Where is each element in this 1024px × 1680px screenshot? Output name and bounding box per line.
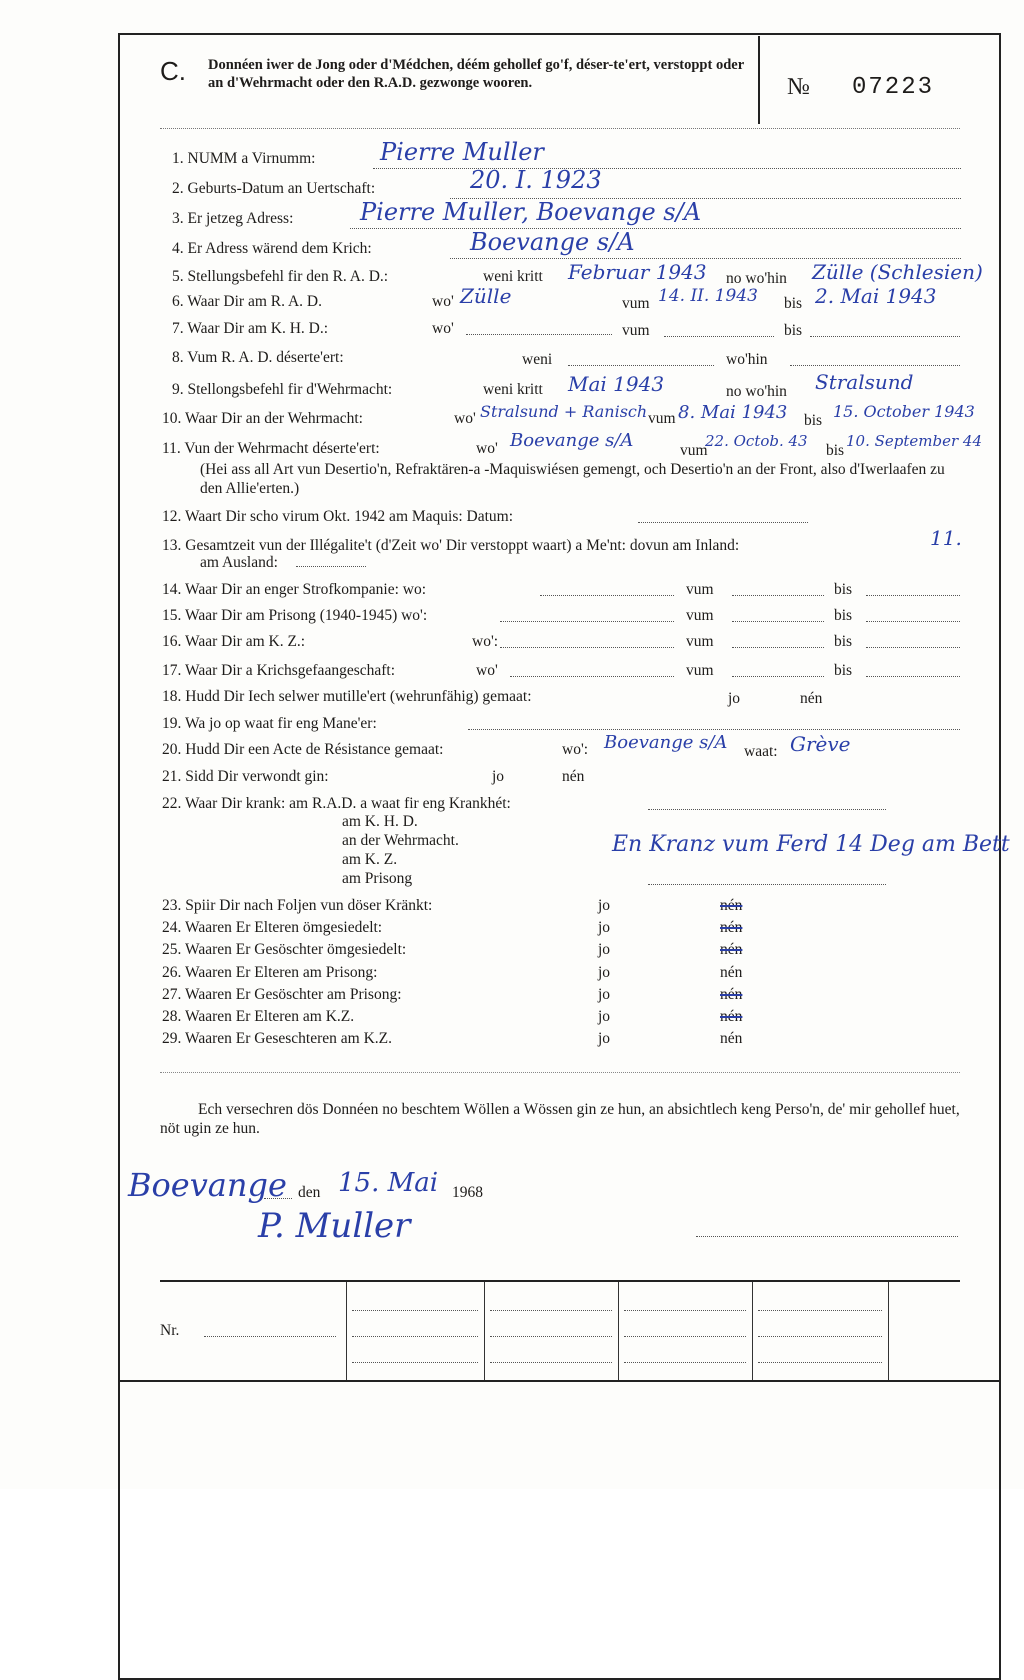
footer-cell-line xyxy=(352,1310,478,1311)
yesno-yes[interactable]: jo xyxy=(598,1008,611,1025)
section-letter: C. xyxy=(160,56,186,86)
q22-line-2 xyxy=(648,884,886,885)
q15-from-line xyxy=(732,621,824,622)
q15-from-label: vum xyxy=(686,607,714,624)
footer-cell-line xyxy=(490,1310,612,1311)
signature-name[interactable]: P. Muller xyxy=(258,1206,411,1246)
q1-value[interactable]: Pierre Muller xyxy=(380,138,544,166)
q7-until-label: bis xyxy=(784,322,803,339)
q11-until-label: bis xyxy=(826,442,845,459)
q4-label: 4. Er Adress wärend dem Krich: xyxy=(172,240,372,257)
footer-cell-line xyxy=(352,1362,478,1363)
yesno-yes[interactable]: jo xyxy=(598,919,611,936)
q6-from-label: vum xyxy=(622,295,650,312)
q16-where-label: wo': xyxy=(472,633,499,650)
signature-year: 1968 xyxy=(452,1184,483,1201)
q10-from-value[interactable]: 8. Mai 1943 xyxy=(678,402,788,423)
footer-nr-label: Nr. xyxy=(160,1322,180,1339)
footer-col-divider-2 xyxy=(484,1282,485,1380)
yesno-no[interactable]: nén xyxy=(720,897,743,914)
q22-kz: am K. Z. xyxy=(342,851,398,868)
q4-value[interactable]: Boevange s/A xyxy=(470,228,635,256)
footer-nr-line xyxy=(204,1336,336,1337)
q10-where-value[interactable]: Stralsund + Ranisch xyxy=(480,402,648,421)
q8-when-label: weni xyxy=(522,351,553,368)
q1-label: 1. NUMM a Virnumm: xyxy=(172,150,316,167)
header-rule xyxy=(160,128,960,129)
q6-label: 6. Waar Dir am R. A. D. xyxy=(172,293,322,310)
q11-until-value[interactable]: 10. September 44 xyxy=(846,432,983,450)
yesno-no[interactable]: nén xyxy=(720,1030,743,1047)
q10-label: 10. Waar Dir an der Wehrmacht: xyxy=(162,410,363,427)
q3-line xyxy=(350,228,961,229)
q17-until-label: bis xyxy=(834,662,853,679)
q17-where-line xyxy=(510,676,674,677)
q22-khd: am K. H. D. xyxy=(342,813,418,830)
q20-where-label: wo': xyxy=(562,741,589,758)
q9-when-label: weni kritt xyxy=(483,381,543,398)
q22-prisong: am Prisong xyxy=(342,870,413,887)
q17-from-line xyxy=(732,676,824,677)
yesno-no[interactable]: nén xyxy=(720,986,743,1003)
q5-when-value[interactable]: Februar 1943 xyxy=(568,260,707,284)
footer-cell-line xyxy=(624,1310,746,1311)
q20-label: 20. Hudd Dir een Acte de Résistance gemaat: xyxy=(162,741,444,758)
q22-label: 22. Waar Dir krank: am R.A.D. a waat fir eng Krankhét: xyxy=(162,795,511,812)
place-line xyxy=(264,1198,292,1199)
q9-label: 9. Stellongsbefehl fir d'Wehrmacht: xyxy=(172,381,393,398)
q11-where-label: wo' xyxy=(476,440,498,457)
q15-where-line xyxy=(500,621,674,622)
yesno-label: 24. Waaren Er Elteren ömgesiedelt: xyxy=(162,919,383,936)
q22-wehrmacht: an der Wehrmacht. xyxy=(342,832,459,849)
q8-when-line xyxy=(568,365,714,366)
q19-label: 19. Wa jo op waat fir eng Mane'er: xyxy=(162,715,377,732)
q11-from-label: vum xyxy=(680,442,708,459)
yesno-no[interactable]: nén xyxy=(720,941,743,958)
q22-line-1 xyxy=(648,809,886,810)
yesno-yes[interactable]: jo xyxy=(598,1030,611,1047)
yesno-yes[interactable]: jo xyxy=(598,897,611,914)
q2-label: 2. Geburts-Datum an Uertschaft: xyxy=(172,180,376,197)
q1-line xyxy=(373,168,961,169)
q12-line xyxy=(638,522,808,523)
signature-place[interactable]: Boevange xyxy=(128,1166,287,1204)
q6-where-value[interactable]: Zülle xyxy=(460,284,512,308)
q7-where-line xyxy=(466,334,612,335)
signature-date[interactable]: 15. Mai xyxy=(338,1168,439,1198)
q21-label: 21. Sidd Dir verwondt gin: xyxy=(162,768,329,785)
q13-abroad-label: am Ausland: xyxy=(200,554,278,571)
footer-cell-line xyxy=(758,1362,882,1363)
footer-col-divider-5 xyxy=(888,1282,889,1380)
q10-until-value[interactable]: 15. October 1943 xyxy=(833,402,975,421)
footer-cell-line xyxy=(758,1310,882,1311)
q16-where-line xyxy=(500,647,674,648)
q6-until-label: bis xyxy=(784,295,803,312)
q15-until-label: bis xyxy=(834,607,853,624)
q16-from-line xyxy=(732,647,824,648)
yesno-label: 29. Waaren Er Geseschteren am K.Z. xyxy=(162,1030,393,1047)
q17-until-line xyxy=(866,676,960,677)
q20-what-value[interactable]: Grève xyxy=(790,732,851,756)
q5-where-value[interactable]: Zülle (Schlesien) xyxy=(812,260,983,284)
q14-until-line xyxy=(866,595,960,596)
signature-den: den xyxy=(298,1184,321,1201)
q8-label: 8. Vum R. A. D. déserte'ert: xyxy=(172,349,344,366)
q6-until-value[interactable]: 2. Mai 1943 xyxy=(815,284,937,308)
yesno-no[interactable]: nén xyxy=(720,919,743,936)
q21-yes[interactable]: jo xyxy=(492,768,505,785)
q13-abroad-line xyxy=(296,566,366,567)
q15-until-line xyxy=(866,621,960,622)
q5-when-label: weni kritt xyxy=(483,268,543,285)
footer-cell-line xyxy=(352,1336,478,1337)
q18-label: 18. Hudd Dir Iech selwer mutille'ert (wehrunfähig) gemaat: xyxy=(162,688,532,705)
q10-where-label: wo' xyxy=(454,410,476,427)
q10-until-label: bis xyxy=(804,412,823,429)
footer-cell-line xyxy=(624,1336,746,1337)
form-number: 07223 xyxy=(852,74,935,101)
q5-label: 5. Stellungsbefehl fir den R. A. D.: xyxy=(172,268,389,285)
q2-value[interactable]: 20. I. 1923 xyxy=(470,166,602,194)
q11-where-value[interactable]: Boevange s/A xyxy=(510,430,634,451)
q17-where-label: wo' xyxy=(476,662,498,679)
q11-label: 11. Vun der Wehrmacht déserte'ert: xyxy=(162,440,380,457)
footer-col-divider-1 xyxy=(346,1282,347,1380)
footer-cell-line xyxy=(490,1362,612,1363)
declaration-text: Ech versechren dös Donnéen no beschtem Wöllen a Wössen gin ze hun, an absichtlech keng Perso'n, de' mir gehollef huet, nöt ugin ze hun. xyxy=(160,1101,960,1137)
q20-what-label: waat: xyxy=(744,743,778,760)
q8-where-label: wo'hin xyxy=(726,351,768,368)
q6-where-label: wo' xyxy=(432,293,454,310)
q10-from-label: vum xyxy=(648,410,676,427)
yesno-yes[interactable]: jo xyxy=(598,986,611,1003)
q3-label: 3. Er jetzeg Adress: xyxy=(172,210,294,227)
yesno-label: 27. Waaren Er Gesöschter am Prisong: xyxy=(162,986,402,1003)
declaration-rule xyxy=(160,1072,960,1073)
q5-where-label: no wo'hin xyxy=(726,270,787,287)
q8-where-line xyxy=(790,365,960,366)
q14-from-line xyxy=(732,595,824,596)
q18-yes[interactable]: jo xyxy=(728,690,741,707)
q20-where-value[interactable]: Boevange s/A xyxy=(604,732,728,753)
q7-from-label: vum xyxy=(622,322,650,339)
number-label: № xyxy=(787,74,810,100)
footer-cell-line xyxy=(490,1336,612,1337)
q14-where-line xyxy=(540,595,674,596)
q13-value[interactable]: 11. xyxy=(930,526,962,550)
footer-cell-line xyxy=(624,1362,746,1363)
q9-where-value[interactable]: Stralsund xyxy=(815,370,914,394)
q13-label: 13. Gesamtzeit vun der Illégalite't (d'Zeit wo' Dir verstoppt waart) a Me'nt: dovun am Inland: xyxy=(162,537,740,554)
q22-value[interactable]: En Kranz vum Ferd 14 Deg am Bett xyxy=(612,832,1010,857)
q17-from-label: vum xyxy=(686,662,714,679)
q11-note: (Hei ass all Art vun Desertio'n, Refraktären-a -Maquiswiésen gemengt, och Desertio'n an der Front, also d'Iwerlaafen zu den Allie'erten.) xyxy=(200,461,945,497)
q9-where-label: no wo'hin xyxy=(726,383,787,400)
q18-no[interactable]: nén xyxy=(800,690,823,707)
q14-until-label: bis xyxy=(834,581,853,598)
q17-label: 17. Waar Dir a Krichsgefaangeschaft: xyxy=(162,662,396,679)
yesno-label: 25. Waaren Er Gesöschter ömgesiedelt: xyxy=(162,941,407,958)
q14-label: 14. Waar Dir an enger Strofkompanie: wo: xyxy=(162,581,427,598)
footer-cell-line xyxy=(758,1336,882,1337)
footer-rule xyxy=(160,1280,960,1282)
q16-until-line xyxy=(866,647,960,648)
q7-until-line xyxy=(810,336,960,337)
yesno-no[interactable]: nén xyxy=(720,964,743,981)
q9-when-value[interactable]: Mai 1943 xyxy=(568,372,665,396)
q15-label: 15. Waar Dir am Prisong (1940-1945) wo': xyxy=(162,607,428,624)
q16-label: 16. Waar Dir am K. Z.: xyxy=(162,633,306,650)
q7-label: 7. Waar Dir am K. H. D.: xyxy=(172,320,329,337)
yesno-yes[interactable]: jo xyxy=(598,941,611,958)
q7-from-line xyxy=(664,336,774,337)
frame-bottom xyxy=(118,1380,1001,1382)
yesno-no[interactable]: nén xyxy=(720,1008,743,1025)
q3-value[interactable]: Pierre Muller, Boevange s/A xyxy=(360,198,702,226)
footer-col-divider-4 xyxy=(752,1282,753,1380)
yesno-yes[interactable]: jo xyxy=(598,964,611,981)
q7-where-label: wo' xyxy=(432,320,454,337)
signature-line xyxy=(696,1236,958,1237)
q6-from-value[interactable]: 14. II. 1943 xyxy=(658,286,758,306)
yesno-label: 26. Waaren Er Elteren am Prisong: xyxy=(162,964,378,981)
header-divider xyxy=(758,36,760,124)
yesno-label: 23. Spiir Dir nach Foljen vun döser Kränkt: xyxy=(162,897,433,914)
q14-from-label: vum xyxy=(686,581,714,598)
q16-from-label: vum xyxy=(686,633,714,650)
q4-line xyxy=(450,258,961,259)
q19-line xyxy=(468,729,960,730)
footer-col-divider-3 xyxy=(618,1282,619,1380)
q21-no[interactable]: nén xyxy=(562,768,585,785)
q11-from-value[interactable]: 22. Octob. 43 xyxy=(705,432,808,450)
q12-label: 12. Waart Dir scho virum Okt. 1942 am Maquis: Datum: xyxy=(162,508,514,525)
form-title: Donnéen iwer de Jong oder d'Médchen, déém gehollef go'f, déser-te'ert, verstoppt oder an d'Wehrmacht oder den R.A.D. gezwonge wooren. xyxy=(208,57,744,91)
q16-until-label: bis xyxy=(834,633,853,650)
yesno-label: 28. Waaren Er Elteren am K.Z. xyxy=(162,1008,355,1025)
